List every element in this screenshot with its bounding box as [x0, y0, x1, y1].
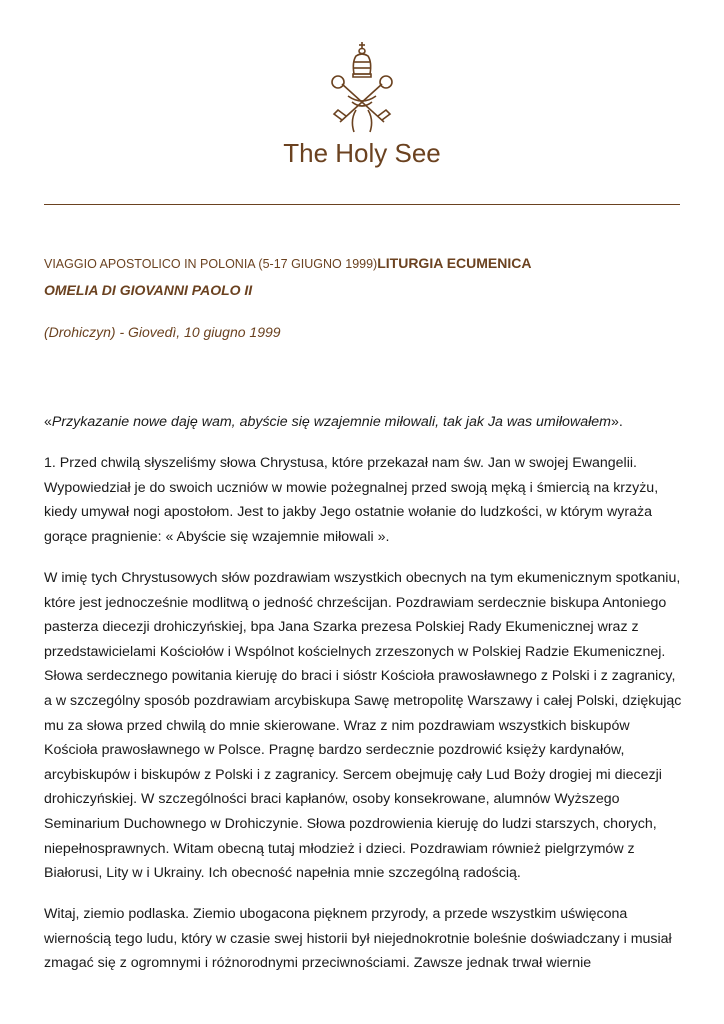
- document-header: [44, 255, 531, 273]
- opening-quote: [44, 410, 684, 435]
- paragraph: 1. Przed chwilą słyszeliśmy słowa Chrystusa, które przekazał nam św. Jan w swojej Ewangelii. Wypowiedział je do swoich uczniów w mowie pożegnalnej przed swoją męką i śmiercią na krzyżu, kiedy umywał nogi apostołom. Jest to jakby Jego ostatnie wołanie do ludzkości, w którym wyraża gorące pragnienie: « Abyście się wzajemnie miłowali ».: [44, 455, 659, 545]
- quote-close-mark: ».: [610, 414, 623, 430]
- document-subtitle: OMELIA DI GIOVANNI PAOLO II: [44, 282, 253, 298]
- paragraph: Witaj, ziemio podlaska. Ziemio ubogacona pięknem przyrody, a przede wszystkim uświęcona wiernością tego ludu, który w czasie swej historii był niejednokrotnie boleśnie doświadczany i musiał zmagać się z ogromnymi i różnorodnymi przeciwnościami. Zawsze jednak trwał wiernie: [44, 906, 672, 972]
- header-divider: [44, 204, 680, 205]
- site-title[interactable]: The Holy See: [283, 138, 441, 168]
- dateline: (Drohiczyn) - Giovedì, 10 giugno 1999: [44, 324, 281, 340]
- homily-body: [44, 410, 684, 992]
- paragraph: W imię tych Chrystusowych słów pozdrawiam wszystkich obecnych na tym ekumenicznym spotkaniu, które jest jednocześnie modlitwą o jedność chrześcijan. Pozdrawiam serdecznie biskupa Antoniego pasterza diecezji drohiczyńskiej, bpa Jana Szarka prezesa Polskiej Rady Ekumenicznej wraz z przedstawicielami Kościołów i Wspólnot kościelnych zrzeszonych w Polskiej Radzie Ekumenicznej. Słowa serdecznego powitania kieruję do braci i sióstr Kościoła prawosławnego z Polski i z zagranicy, a w szczególny sposób pozdrawiam arcybiskupa Sawę metropolitę Warszawy i całej Polski, dziękując mu za słowa przed chwilą do mnie skierowane. Wraz z nim pozdrawiam wszystkich biskupów Kościoła prawosławnego w Polsce. Pragnę bardzo serdecznie pozdrowić księży kardynałów, arcybiskupów i biskupów z Polski i z zagranicy. Sercem obejmuję cały Lud Boży drogiej mi diecezji drohiczyńskiej. W szczególności braci kapłanów, osoby konsekrowane, alumnów Wyższego Seminarium Duchownego w Drohiczynie. Słowa pozdrowienia kieruję do ludzi starszych, chorych, niepełnosprawnych. Witam obecną tutaj młodzież i dzieci. Pozdrawiam również pielgrzymów z Białorusi, Lity w i Ukrainy. Ich obecność napełnia mnie szczególną radością.: [44, 569, 682, 882]
- quote-text: Przykazanie nowe daję wam, abyście się wzajemnie miłowali, tak jak Ja was umiłowałem: [51, 414, 611, 430]
- event-title: LITURGIA ECUMENICA: [377, 255, 532, 271]
- papal-coat-of-arms-icon: [312, 40, 412, 136]
- quote-open-mark: «: [44, 414, 52, 430]
- trip-title[interactable]: VIAGGIO APOSTOLICO IN POLONIA (5-17 GIUGNO 1999): [44, 257, 378, 271]
